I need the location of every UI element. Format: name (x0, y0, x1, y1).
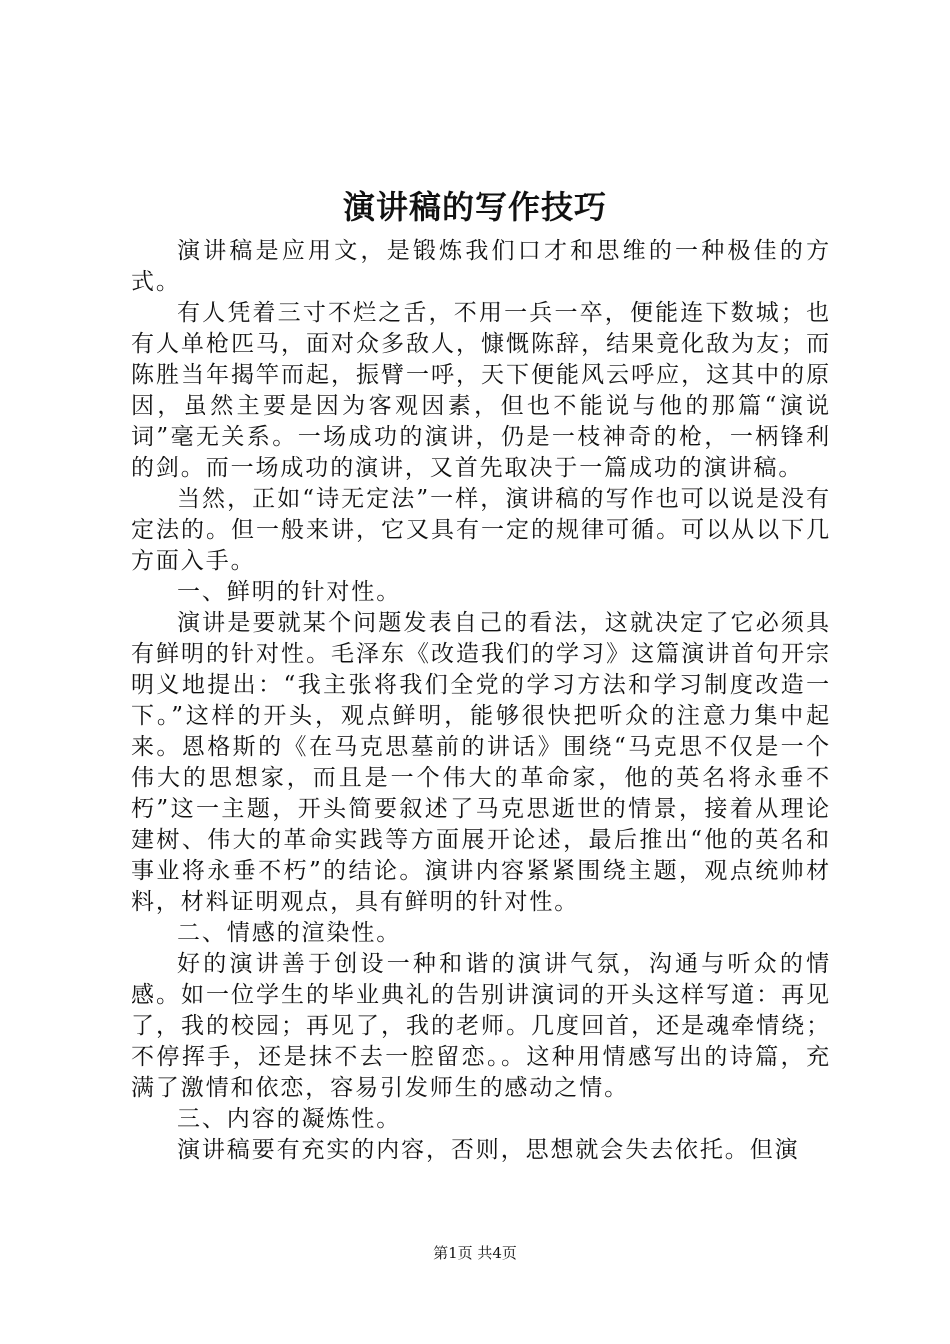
document-title: 演讲稿的写作技巧 (342, 188, 607, 226)
paragraph-examples: 有人凭着三寸不烂之舌，不用一兵一卒，便能连下数城；也有人单枪匹马，面对众多敌人，慷慨陈辞，结果竟化敌为友；而陈胜当年揭竿而起，振臂一呼，天下便能风云呼应，这其中的原因，虽然主要是因为客观因素，但也不能说与他的那篇“演说词”毫无关系。一场成功的演讲，仍是一枝神奇的枪，一柄锋利的剑。而一场成功的演讲，又首先取决于一篇成功的演讲稿。 (131, 300, 831, 481)
section-heading-3: 三、内容的凝炼性。 (177, 1106, 402, 1132)
section-heading-2: 二、情感的渲染性。 (177, 920, 402, 946)
paragraph-no-fixed-method: 当然，正如“诗无定法”一样，演讲稿的写作也可以说是没有定法的。但一般来讲，它又具有一定的规律可循。可以从以下几方面入手。 (131, 486, 831, 574)
paragraph-intro: 演讲稿是应用文，是锻炼我们口才和思维的一种极佳的方式。 (131, 238, 831, 295)
paragraph-emotion: 好的演讲善于创设一种和谐的演讲气氛，沟通与听众的情感。如一位学生的毕业典礼的告别讲演词的开头这样写道：再见了，我的校园；再见了，我的老师。几度回首，还是魂牵情绕；不停挥手，还是抹不去一腔留恋。。这种用情感写出的诗篇，充满了激情和依恋，容易引发师生的感动之情。 (131, 951, 831, 1101)
page-number-footer: 第1页 共4页 (433, 1244, 517, 1262)
paragraph-targeting: 演讲是要就某个问题发表自己的看法，这就决定了它必须具有鲜明的针对性。毛泽东《改造我们的学习》这篇演讲首句开宗明义地提出：“我主张将我们全党的学习方法和学习制度改造一下。”这样的开头，观点鲜明，能够很快把听众的注意力集中起来。恩格斯的《在马克思墓前的讲话》围绕“马克思不仅是一个伟大的思想家，而且是一个伟大的革命家，他的英名将永垂不朽”这一主题，开头简要叙述了马克思逝世的情景，接着从理论建树、伟大的革命实践等方面展开论述，最后推出“他的英名和事业将永垂不朽”的结论。演讲内容紧紧围绕主题，观点统帅材料，材料证明观点，具有鲜明的针对性。 (131, 610, 831, 915)
section-heading-1: 一、鲜明的针对性。 (177, 579, 402, 605)
paragraph-content: 演讲稿要有充实的内容，否则，思想就会失去依托。但演 (177, 1137, 800, 1163)
document-body (131, 236, 831, 1166)
